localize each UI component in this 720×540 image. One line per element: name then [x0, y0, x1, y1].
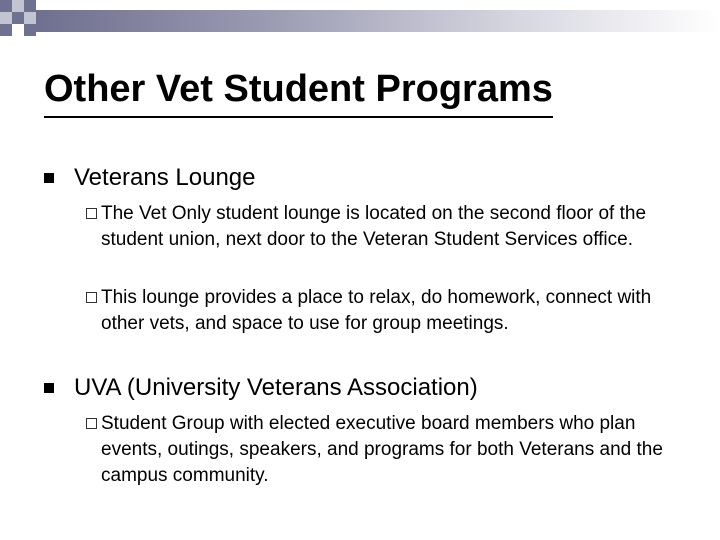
- deco-square: [24, 12, 36, 24]
- deco-square: [12, 0, 24, 12]
- gradient-band: [36, 10, 720, 32]
- deco-square: [0, 12, 12, 24]
- deco-square: [24, 24, 36, 36]
- sub-bullet-text: This lounge provides a place to relax, do homework, connect with other vets, and space to use for group meetings.: [101, 287, 652, 334]
- sub-bullet-text: Student Group with elected executive board members who plan events, outings, speakers, and programs for both Veterans and the campus community.: [101, 413, 663, 486]
- hollow-square-icon: [86, 418, 97, 429]
- filled-square-icon: [44, 173, 54, 183]
- sub-bullet: [86, 285, 686, 337]
- sub-bullet: [86, 411, 686, 489]
- hollow-square-icon: [86, 208, 97, 219]
- slide-title: Other Vet Student Programs: [44, 66, 553, 118]
- bullet-label: Veterans Lounge: [74, 164, 256, 191]
- filled-square-icon: [44, 383, 54, 393]
- header-decoration: [0, 0, 720, 40]
- deco-square: [0, 24, 12, 36]
- sub-bullet-text: The Vet Only student lounge is located on the second floor of the student union, next door to the Veteran Student Services office.: [101, 203, 647, 250]
- deco-square: [24, 0, 36, 12]
- deco-square: [12, 12, 24, 24]
- deco-square: [0, 0, 12, 12]
- bullet-label: UVA (University Veterans Association): [74, 374, 478, 401]
- hollow-square-icon: [86, 292, 97, 303]
- sub-bullet: [86, 201, 686, 253]
